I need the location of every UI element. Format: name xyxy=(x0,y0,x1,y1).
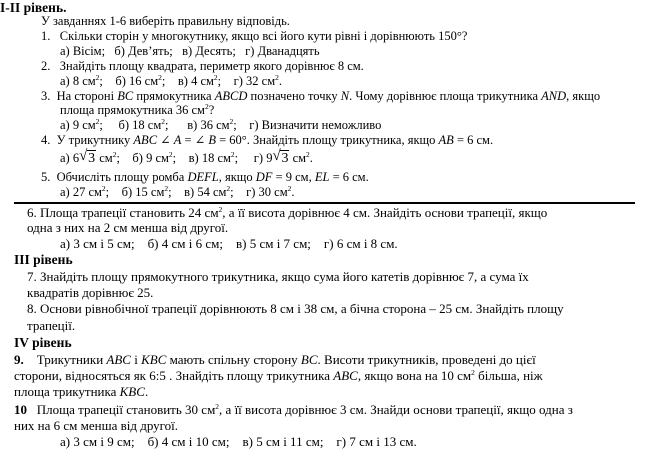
intro-text: У завданнях 1-6 виберіть правильну відповідь. xyxy=(41,14,290,28)
question-8-line-2: трапеції. xyxy=(27,318,76,333)
answer-c: в) 36 см xyxy=(187,118,230,132)
question-10-number: 10 xyxy=(14,402,27,417)
question-10-line-2: них на 6 см менша від другої. xyxy=(14,418,179,433)
question-2 xyxy=(41,59,364,74)
answer-d: г) 30 см xyxy=(246,185,288,199)
sqrt-symbol: √ 3 xyxy=(273,151,289,166)
question-6: 6. Площа трапеції становить 24 $см^2$, а її висота дорівнює 4 см. Знайдіть основи трапеції, якщо xyxy=(27,205,548,220)
answer-d: г) 9 xyxy=(253,151,273,165)
answer-a: а) 8 см xyxy=(60,74,96,88)
question-9-line-2: сторони, відносяться як 6:5 . Знайдіть площу трикутника ABC, якщо вона на 10 $см^2$ більша, ніж xyxy=(14,368,543,383)
question-8: 8. Основи рівнобічної трапеції дорівнюють 8 см і 38 см, а бічна сторона – 25 см. Знайдіть площу xyxy=(27,301,564,316)
question-9-number: 9. xyxy=(14,352,24,367)
answer-c: в) 4 см xyxy=(177,74,214,88)
answer-c: в) 18 см xyxy=(188,151,231,165)
question-1-text: Скільки сторін у многокутнику, якщо всі його кути рівні і дорівнюють 150°? xyxy=(59,29,468,43)
question-2-text: Знайдіть площу квадрата, периметр якого дорівнює 8 см. xyxy=(59,59,364,73)
question-1-answers: а) Вісім; б) Дев’ять; в) Десять; г) Дванадцять xyxy=(60,44,320,58)
question-5-answers: а) 27 $см^2$; б) 15 $см^2$; в) 54 $см^2$; г) 30 $см^2$. xyxy=(60,184,295,199)
answer-c: в) 54 см xyxy=(184,185,227,199)
answer-b: б) 15 см xyxy=(121,185,165,199)
level-heading-3: III рівень xyxy=(14,252,73,267)
section-divider xyxy=(14,202,635,204)
answer-a: а) 6 xyxy=(60,151,80,165)
question-4: 4. У трикутнику ABC ∠ A = ∠ B = 60°. Знайдіть площу трикутника, якщо AB = 6 см. xyxy=(41,133,494,147)
question-2-answers: а) 8 $см^2$; б) 16 $см^2$; в) 4 $см^2$; г) 32 $см^2$. xyxy=(60,73,283,88)
answer-a: а) 27 см xyxy=(60,185,102,199)
question-3: 3. На стороні BC прямокутника ABCD позначено точку N. Чому дорівнює площа трикутника AND, якщо xyxy=(41,89,601,103)
question-3-answers: а) 9 $см^2$; б) 18 $см^2$; в) 36 $см^2$; г) Визначити неможливо xyxy=(60,117,382,132)
question-3-line-2: площа прямокутника 36 $см^2$? xyxy=(60,102,215,117)
question-10-answers: а) 3 см і 9 см; б) 4 см і 10 см; в) 5 см і 11 см; г) 7 см і 13 см. xyxy=(60,434,417,449)
answer-b: б) 18 см xyxy=(118,118,162,132)
question-9-line-3: площа трикутника KBC. xyxy=(14,384,149,399)
question-6-answers: а) 3 см і 5 см; б) 4 см і 6 см; в) 5 см і 7 см; г) 6 см і 8 см. xyxy=(60,236,398,251)
question-1 xyxy=(41,29,467,44)
level-heading-1-2: I-II рівень. xyxy=(0,0,67,15)
answer-a: а) 9 см xyxy=(60,118,96,132)
question-1-number: 1. xyxy=(41,29,51,43)
question-2-number: 2. xyxy=(41,59,51,73)
question-6-line-2: одна з них на 2 см менша від другої. xyxy=(27,220,229,235)
sqrt-symbol: √ 3 xyxy=(80,151,96,166)
answer-d: г) 32 см xyxy=(233,74,276,88)
question-3-number: 3. xyxy=(41,89,51,103)
question-10: 10 Площа трапеції становить 30 $см^2$, а її висота дорівнює 3 см. Знайди основи трапеції, якщо одна з xyxy=(14,402,573,417)
answer-d: г) Визначити неможливо xyxy=(249,118,382,132)
question-7: 7. Знайдіть площу прямокутного трикутника, якщо сума його катетів дорівнює 7, а сума їх xyxy=(27,269,529,284)
question-7-line-2: квадратів дорівнює 25. xyxy=(27,285,154,300)
answer-b: б) 16 см xyxy=(115,74,159,88)
question-5-number: 5. xyxy=(41,170,51,184)
question-4-answers: а) 6√ 3 $см^2$; б) 9 $см^2$; в) 18 $см^2$; г) 9√ 3 $см^2$. xyxy=(60,151,313,166)
level-heading-4: IV рівень xyxy=(14,335,72,350)
question-5: 5. Обчисліть площу ромба DEFL, якщо DF = 9 см, EL = 6 см. xyxy=(41,170,369,184)
question-4-number: 4. xyxy=(41,133,51,147)
question-9: 9. Трикутники ABC і KBC мають спільну сторону BC. Висоти трикутників, проведені до цієї xyxy=(14,352,536,367)
answer-b: б) 9 см xyxy=(132,151,169,165)
